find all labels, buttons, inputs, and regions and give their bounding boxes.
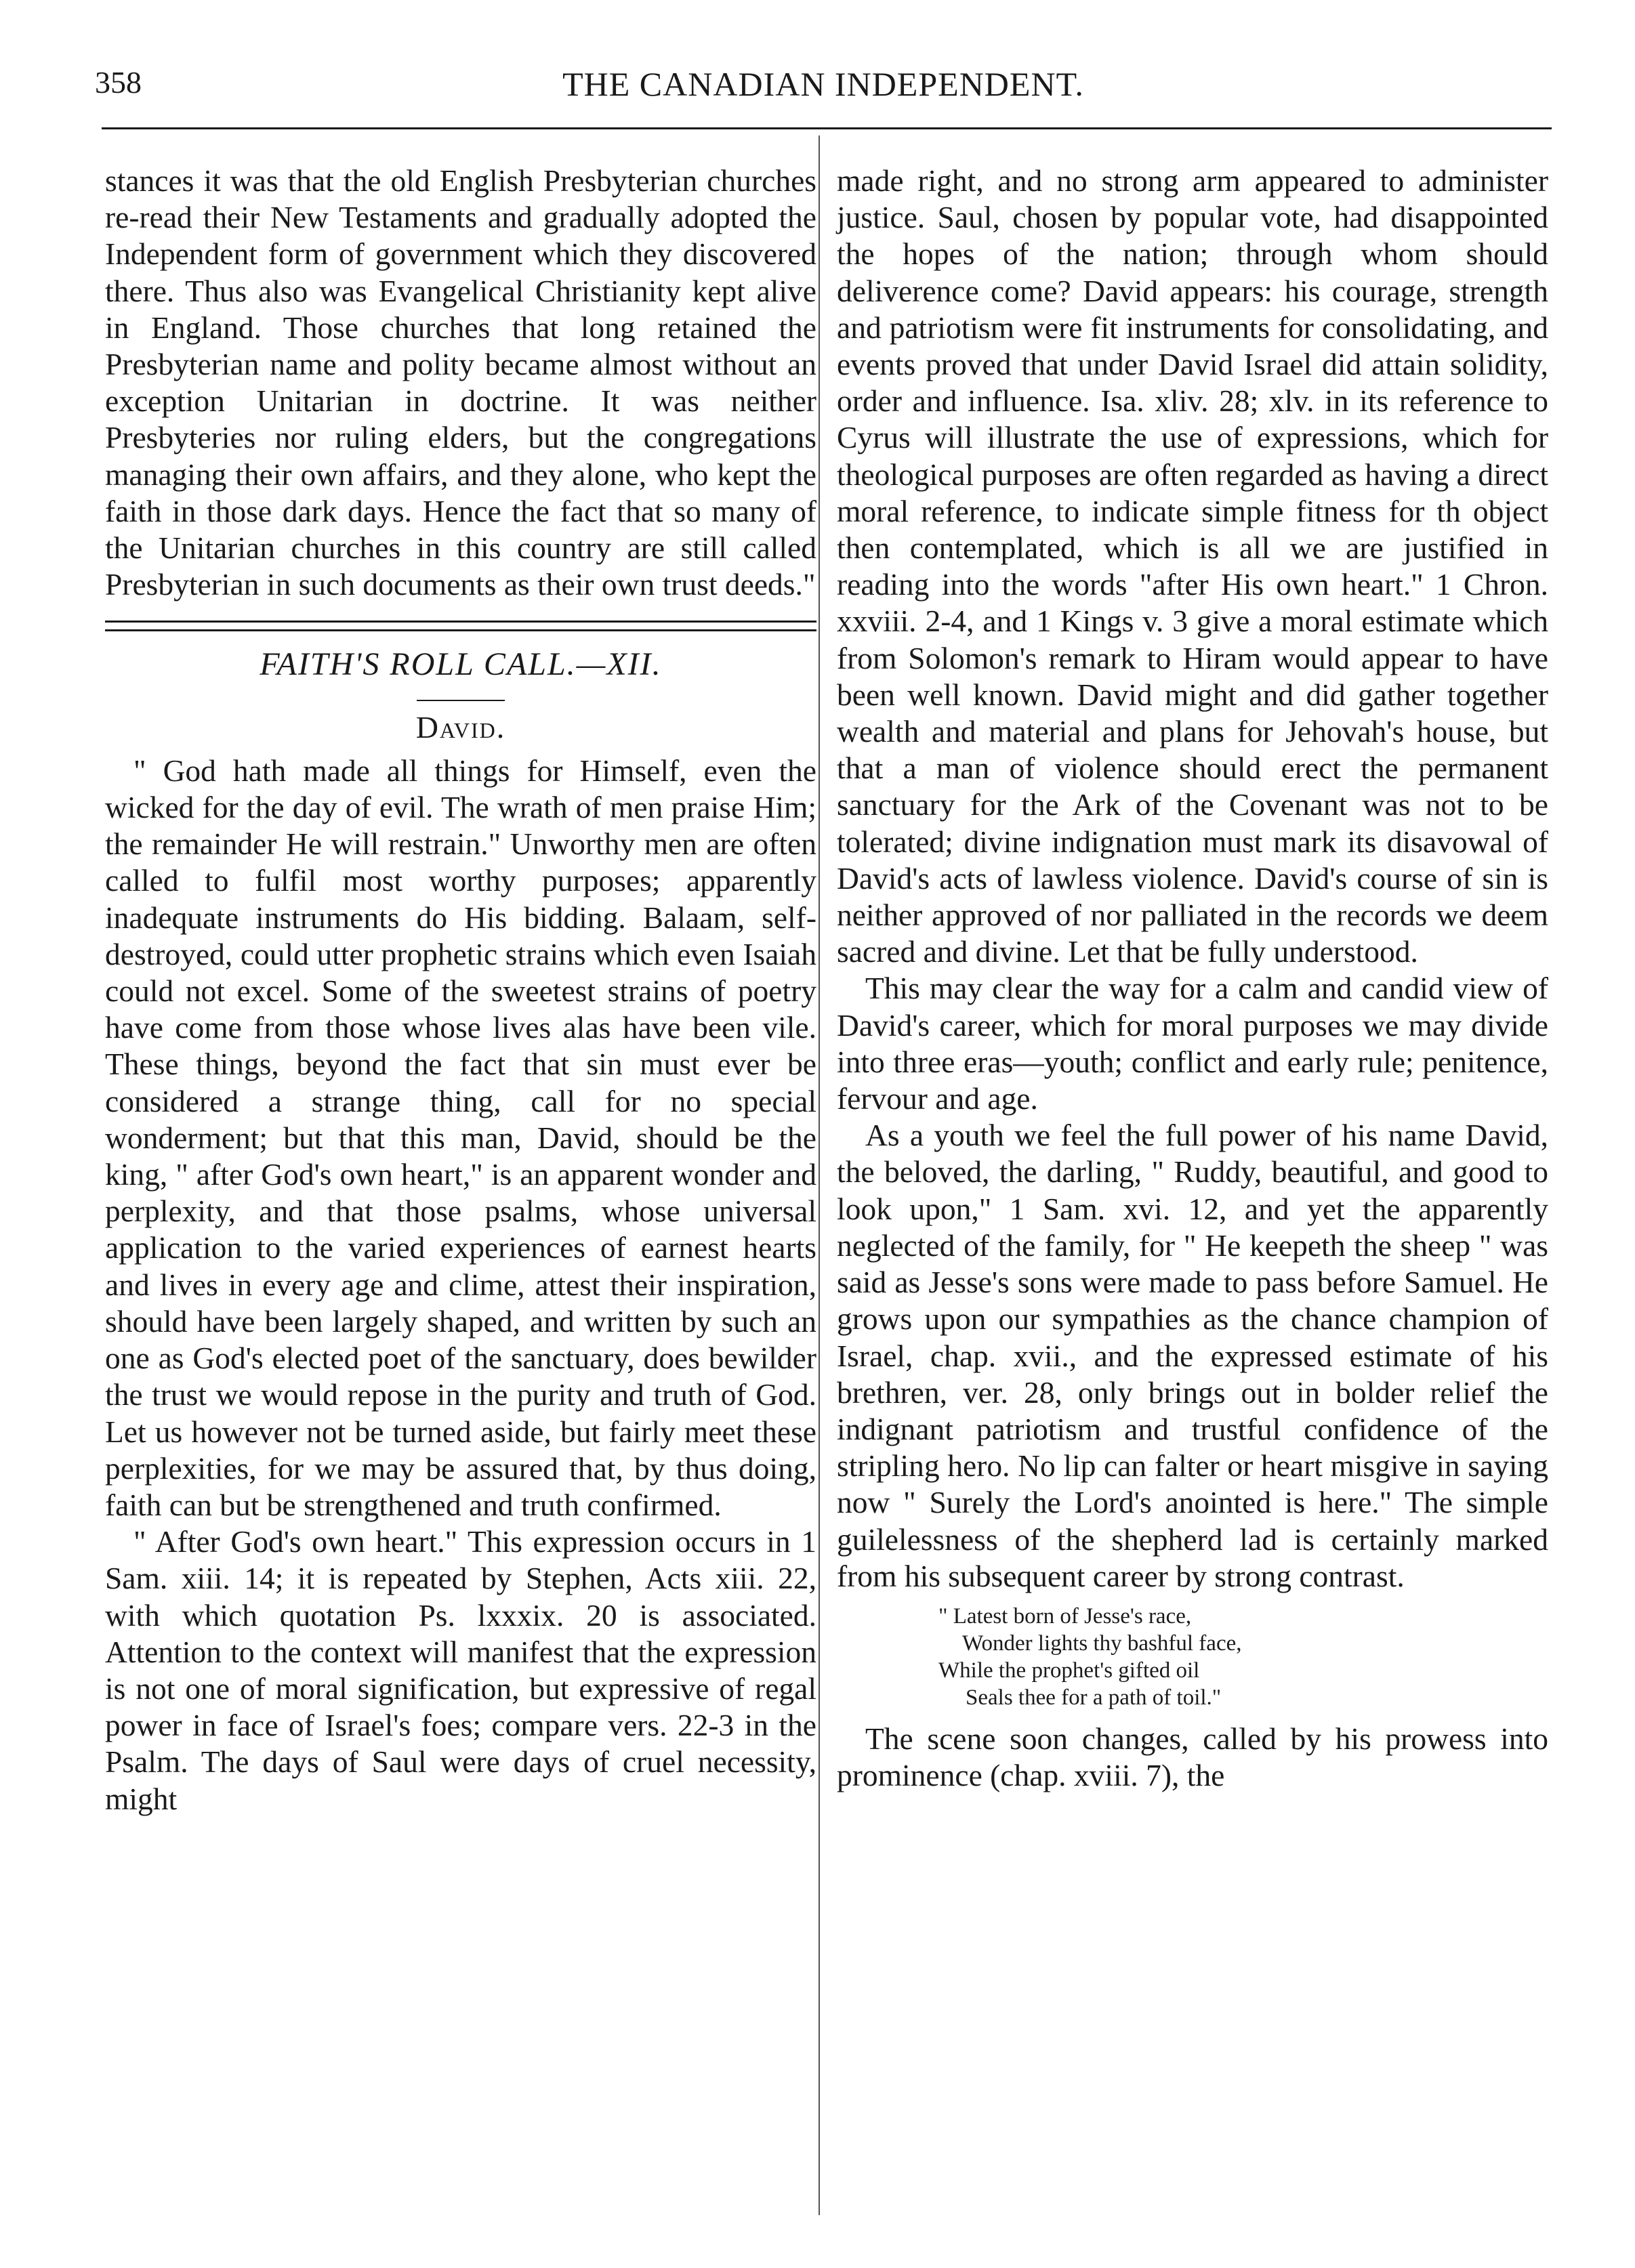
body-paragraph: made right, and no strong arm appeared to administer justice. Saul, chosen by popular vote, had disappointed the hopes of the nation; through whom should deliverence come? David appears: his courage, strength and patriotism were fit instruments for consolidating, and events proved that under David Israel did attain solidity, order and influence. Isa. xliv. 28; xlv. in its reference to Cyrus will illustrate the use of expressions, which for theological purposes are often regarded as having a direct moral reference, to indicate simple fitness for th object then contemplated, which is all we are justified in reading into the words "after His own heart." 1 Chron. xxviii. 2-4, and 1 Kings v. 3 give a moral estimate which from Solomon's remark to Hiram would appear to have been well known. David might and did gather together wealth and material and plans for Jehovah's house, but that a man of violence should erect the permanent sanctuary for the Ark of the Covenant was not to be tolerated; divine indignation must mark its disavowal of David's acts of lawless violence. David's course of sin is neither approved of nor palliated in the records we deem sacred and divine. Let that be fully understood. [837, 163, 1548, 969]
body-paragraph: " After God's own heart." This expression occurs in 1 Sam. xiii. 14; it is repeated by Stephen, Acts xiii. 22, with which quotation Ps. lxxxix. 20 is associated. Attention to the context will manifest that the expression is not one of moral signification, but expressive of regal power in face of Israel's foes; compare vers. 22-3 in the Psalm. The days of Saul were days of cruel necessity, might [105, 1524, 816, 1816]
body-paragraph: As a youth we feel the full power of his name David, the beloved, the darling, " Ruddy, beautiful, and good to look upon," 1 Sam. xvi. 12, and yet the apparently neglected of the family, for " He keepeth the sheep " was said as Jesse's sons were made to pass before Samuel. He grows upon our sympathies as the chance champion of Israel, chap. xvii., and the expressed estimate of his brethren, ver. 28, only brings out in bolder relief the indignant patriotism and trustful confidence of the stripling hero. No lip can falter or heart misgive in saying now " Surely the Lord's anointed is here." The simple guilelessness of the shepherd lad is certainly marked from his subsequent career by strong contrast. [837, 1118, 1548, 1593]
verse-line: " Latest born of Jesse's race, [938, 1603, 1192, 1629]
verse-quote [837, 1603, 1548, 1711]
page-number: 358 [95, 65, 142, 100]
running-head: THE CANADIAN INDEPENDENT. [562, 65, 1084, 103]
subhead: David. [415, 709, 506, 744]
header-rule [102, 127, 1552, 129]
verse-line: While the prophet's gifted oil [938, 1658, 1200, 1683]
left-column [105, 163, 816, 1818]
body-paragraph: The scene soon changes, called by his prowess into prominence (chap. xviii. 7), the [837, 1721, 1548, 1793]
right-column [837, 163, 1548, 1794]
section-divider [105, 621, 816, 631]
verse-line: Wonder lights thy bashful face, [962, 1631, 1242, 1656]
body-paragraph: This may clear the way for a calm and candid view of David's career, which for moral purposes we may divide into three eras—youth; conflict and early rule; penitence, fervour and age. [837, 971, 1548, 1116]
section-title: FAITH'S ROLL CALL.—XII. [260, 646, 662, 683]
column-divider [819, 135, 820, 2215]
page-header [95, 64, 1552, 105]
body-paragraph: " God hath made all things for Himself, even the wicked for the day of evil. The wrath of men praise Him; the remainder He will restrain." Unworthy men are often called to fulfil most worthy purposes; apparently inadequate instruments do His bidding. Balaam, self-destroyed, could utter prophetic strains which even Isaiah could not excel. Some of the sweetest strains of poetry have come from those whose lives alas have been vile. These things, beyond the fact that sin must ever be considered a strange thing, call for no special wonderment; but that this man, David, should be the king, " after God's own heart," is an apparent wonder and perplexity, and that those psalms, whose universal application to the varied experiences of earnest hearts and lives in every age and clime, attest their inspiration, should have been largely shaped, and written by such an one as God's elected poet of the sanctuary, does bewilder the trust we would repose in the purity and truth of God. Let us however not be turned aside, but fairly meet these perplexities, for we may be assured that, by thus doing, faith can but be strengthened and truth confirmed. [105, 753, 816, 1522]
verse-line: Seals thee for a path of toil." [966, 1685, 1222, 1710]
continued-paragraph: stances it was that the old English Presbyterian churches re-read their New Testaments and gradually adopted the Independent form of government which they discovered there. Thus also was Evangelical Christianity kept alive in England. Those churches that long retained the Presbyterian name and polity became almost without an exception Unitarian in doctrine. It was neither Presbyteries nor ruling elders, but the congregations managing their own affairs, and they alone, who kept the faith in those dark days. Hence the fact that so many of the Unitarian churches in this country are still called Presbyterian in such documents as their own trust deeds." [105, 163, 816, 602]
title-rule [417, 700, 505, 701]
